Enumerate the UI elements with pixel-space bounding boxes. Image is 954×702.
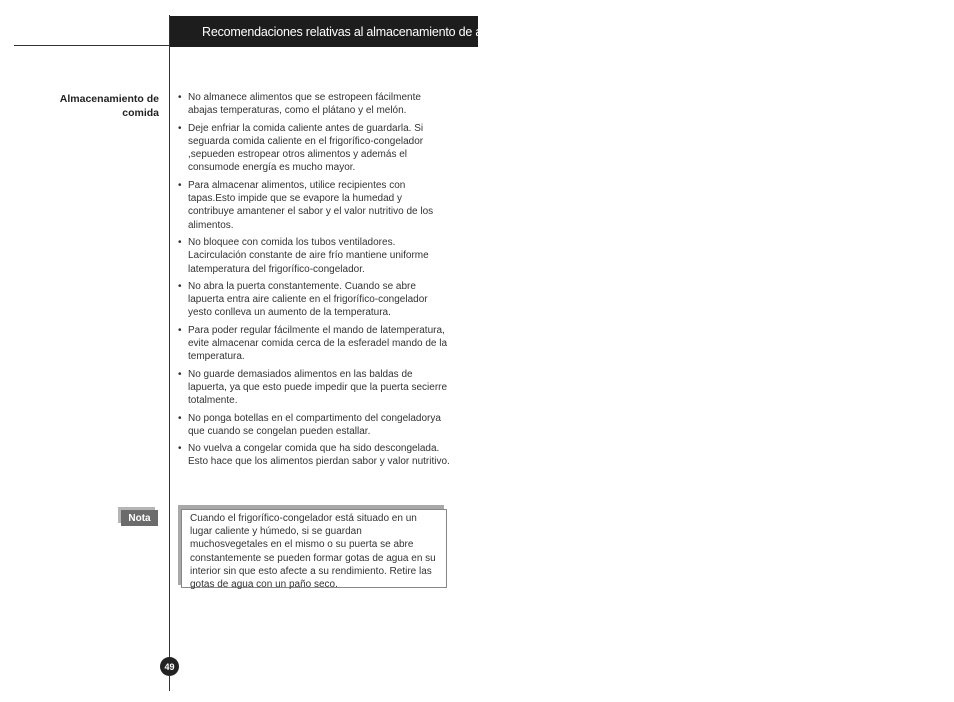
list-item: [178, 442, 450, 469]
list-item: [178, 179, 450, 232]
section-heading: [19, 92, 159, 120]
top-rule: [14, 45, 170, 46]
header-bar: [170, 16, 528, 47]
vertical-rule: [169, 15, 170, 691]
list-item-text: No bloquee con comida los tubos ventiladores. Lacirculación constante de aire frío mantiene uniforme latemperatura del frigorífico-congelador.: [188, 236, 429, 275]
list-item-text: No vuelva a congelar comida que ha sido descongelada. Esto hace que los alimentos pierdan sabor y valor nutritivo.: [188, 443, 450, 468]
list-item: [178, 368, 450, 408]
list-item: [178, 324, 450, 364]
list-item-text: Deje enfriar la comida caliente antes de guardarla. Si seguarda comida caliente en el frigorífico-congelador ,sepueden estropear otros alimentos y además el consumode energía es mucho mayor.: [188, 122, 424, 174]
section-heading-line1: Almacenamiento de: [59, 93, 159, 105]
bullet-icon: •: [178, 236, 182, 248]
note-label: Nota: [128, 512, 151, 524]
list-item-text: Para almacenar alimentos, utilice recipientes con tapas.Esto impide que se evapore la humedad y contribuye amantener el sabor y el valor nutritivo de los alimentos.: [188, 179, 434, 231]
note-box: [181, 509, 447, 591]
bullet-icon: •: [178, 324, 182, 336]
header-title: Recomendaciones relativas al almacenamiento de alimentos: [202, 24, 528, 39]
bullet-icon: •: [178, 443, 182, 455]
recommendation-list: [178, 91, 450, 473]
list-item: [178, 91, 450, 118]
list-item: [178, 280, 450, 320]
list-item-text: Para poder regular fácilmente el mando de latemperatura, evite almacenar comida cerca de la esferadel mando de la temperatura.: [188, 324, 448, 363]
list-item: [178, 236, 450, 276]
list-item-text: No guarde demasiados alimentos en las baldas de lapuerta, ya que esto puede impedir que la puerta secierre totalmente.: [188, 368, 448, 407]
bullet-icon: •: [178, 368, 182, 380]
list-item: [178, 412, 450, 439]
note-text: Cuando el frigorífico-congelador está situado en un lugar caliente y húmedo, si se guardan muchosvegetales en el mismo o su puerta se abre constantemente se pueden formar gotas de agua en su interior sin que esto afecte a su rendimiento. Retire las gotas de agua con un paño seco.: [190, 513, 436, 591]
section-heading-line2: comida: [122, 107, 159, 119]
list-item-text: No almanece alimentos que se estropeen fácilmente abajas temperaturas, como el plátano y el melón.: [188, 92, 421, 117]
page-number-text: 49: [164, 661, 175, 672]
list-item-text: No ponga botellas en el compartimento del congeladorya que cuando se congelan pueden estallar.: [188, 412, 441, 437]
list-item: [178, 122, 450, 175]
bullet-icon: •: [178, 412, 182, 424]
note-badge: [121, 510, 158, 526]
bullet-icon: •: [178, 122, 182, 134]
bullet-icon: •: [178, 280, 182, 292]
page-number: [160, 657, 179, 676]
list-item-text: No abra la puerta constantemente. Cuando se abre lapuerta entra aire caliente en el frigorífico-congelador yesto conlleva un aumento de la temperatura.: [188, 280, 428, 319]
bullet-icon: •: [178, 92, 182, 103]
bullet-icon: •: [178, 179, 182, 191]
